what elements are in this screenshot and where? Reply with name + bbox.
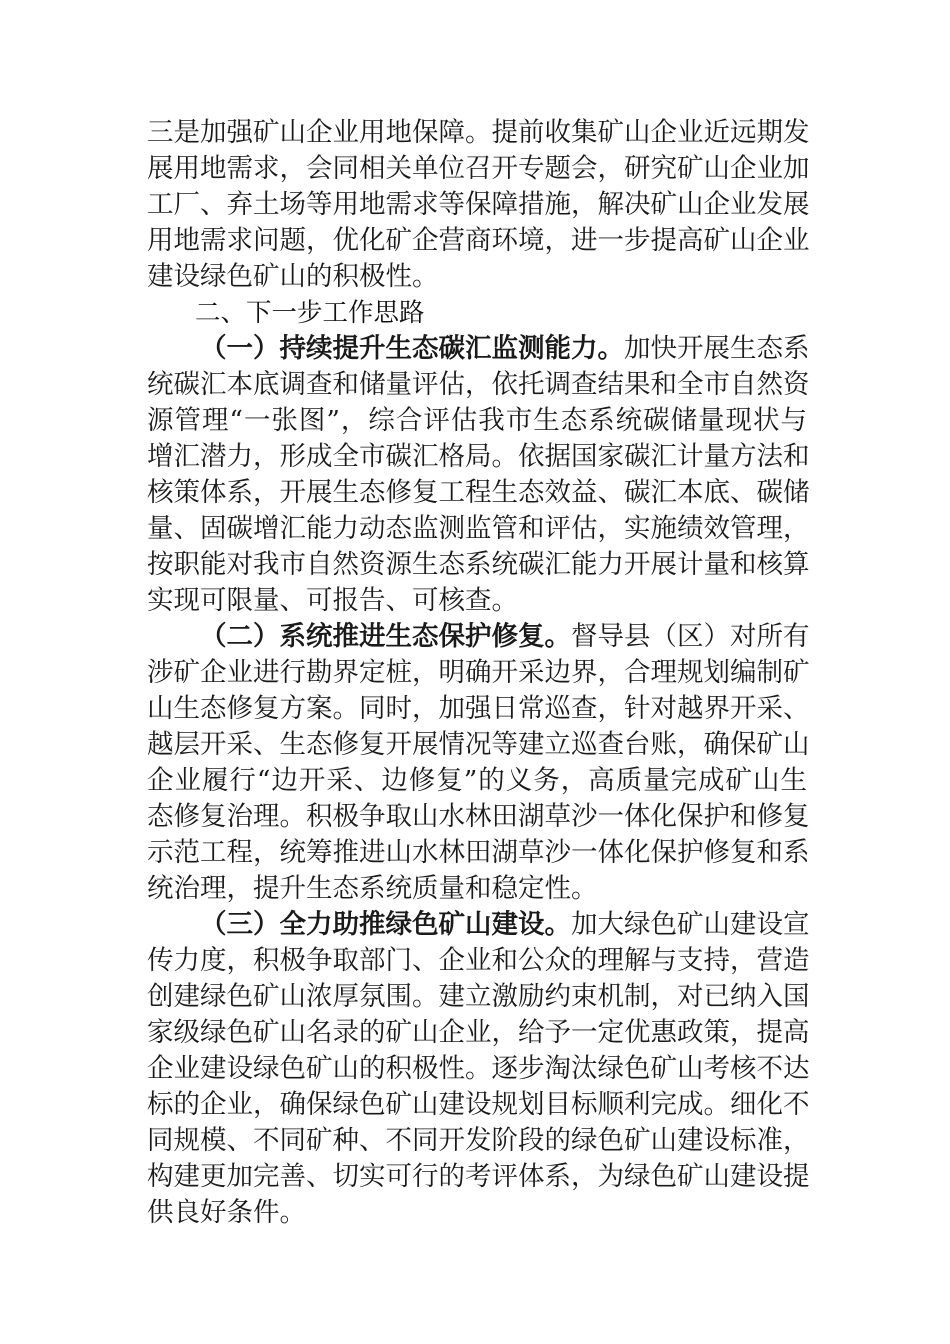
item-paragraph-3: [147, 907, 810, 1231]
item-first-line-text: 督导县（区）对所有: [571, 621, 810, 652]
paragraph-line: 统碳汇本底调查和储量评估，依托调查结果和全市自然资: [147, 369, 810, 400]
item-lead-title: （二）系统推进生态保护修复。: [200, 621, 571, 652]
intro-paragraph: [147, 115, 810, 295]
paragraph-line: 建设绿色矿山的积极性。: [147, 261, 439, 292]
item-paragraph-2: [147, 619, 810, 907]
paragraph-line: 态修复治理。积极争取山水林田湖草沙一体化保护和修复: [147, 801, 810, 832]
paragraph-line: 按职能对我市自然资源生态系统碳汇能力开展计量和核算: [147, 549, 810, 580]
paragraph-line: 涉矿企业进行勘界定桩，明确开采边界，合理规划编制矿: [147, 657, 810, 688]
paragraph-first-line: [147, 331, 810, 367]
paragraph-line: 源管理“一张图”，综合评估我市生态系统碳储量现状与: [147, 405, 807, 436]
paragraph-line: 量、固碳增汇能力动态监测监管和评估，实施绩效管理，: [147, 513, 810, 544]
item-first-line-text: 加大绿色矿山建设宣: [571, 909, 810, 940]
paragraph-line: 供良好条件。: [147, 1197, 306, 1228]
paragraph-line: 示范工程，统筹推进山水林田湖草沙一体化保护修复和系: [147, 837, 810, 868]
paragraph-line: 展用地需求，会同相关单位召开专题会，研究矿山企业加: [147, 153, 810, 184]
paragraph-line: 越层开采、生态修复开展情况等建立巡查台账，确保矿山: [147, 729, 810, 760]
paragraph-line: 企业建设绿色矿山的积极性。逐步淘汰绿色矿山考核不达: [147, 1053, 810, 1084]
paragraph-line: 工厂、弃土场等用地需求等保障措施，解决矿山企业发展: [147, 189, 810, 220]
item-lead-title: （三）全力助推绿色矿山建设。: [200, 909, 571, 940]
paragraph-line: 标的企业，确保绿色矿山建设规划目标顺利完成。细化不: [147, 1089, 810, 1120]
paragraph-line: 增汇潜力，形成全市碳汇格局。依据国家碳汇计量方法和: [147, 441, 810, 472]
paragraph-line: 实现可限量、可报告、可核查。: [147, 585, 518, 616]
paragraph-line: 构建更加完善、切实可行的考评体系，为绿色矿山建设提: [147, 1161, 810, 1192]
paragraph-line: 山生态修复方案。同时，加强日常巡查，针对越界开采、: [147, 693, 810, 724]
document-body: [147, 115, 810, 1231]
paragraph-line: 核策体系，开展生态修复工程生态效益、碳汇本底、碳储: [147, 477, 810, 508]
paragraph-first-line: [147, 619, 810, 655]
paragraph-line: 创建绿色矿山浓厚氛围。建立激励约束机制，对已纳入国: [147, 981, 810, 1012]
paragraph-line: 传力度，积极争取部门、企业和公众的理解与支持，营造: [147, 945, 810, 976]
paragraph-line: 同规模、不同矿种、不同开发阶段的绿色矿山建设标准，: [147, 1125, 810, 1156]
item-lead-title: （一）持续提升生态碳汇监测能力。: [200, 333, 624, 364]
item-paragraph-1: [147, 331, 810, 619]
paragraph-line: 家级绿色矿山名录的矿山企业，给予一定优惠政策，提高: [147, 1017, 810, 1048]
paragraph-line: 三是加强矿山企业用地保障。提前收集矿山企业近远期发: [147, 117, 810, 148]
section-heading: 二、下一步工作思路: [195, 298, 425, 328]
item-first-line-text: 加快开展生态系: [624, 333, 810, 364]
paragraph-line: 统治理，提升生态系统质量和稳定性。: [147, 873, 598, 904]
paragraph-line: 用地需求问题，优化矿企营商环境，进一步提高矿山企业: [147, 225, 810, 256]
paragraph-first-line: [147, 907, 810, 943]
paragraph-line: 企业履行“边开采、边修复”的义务，高质量完成矿山生: [147, 765, 807, 796]
